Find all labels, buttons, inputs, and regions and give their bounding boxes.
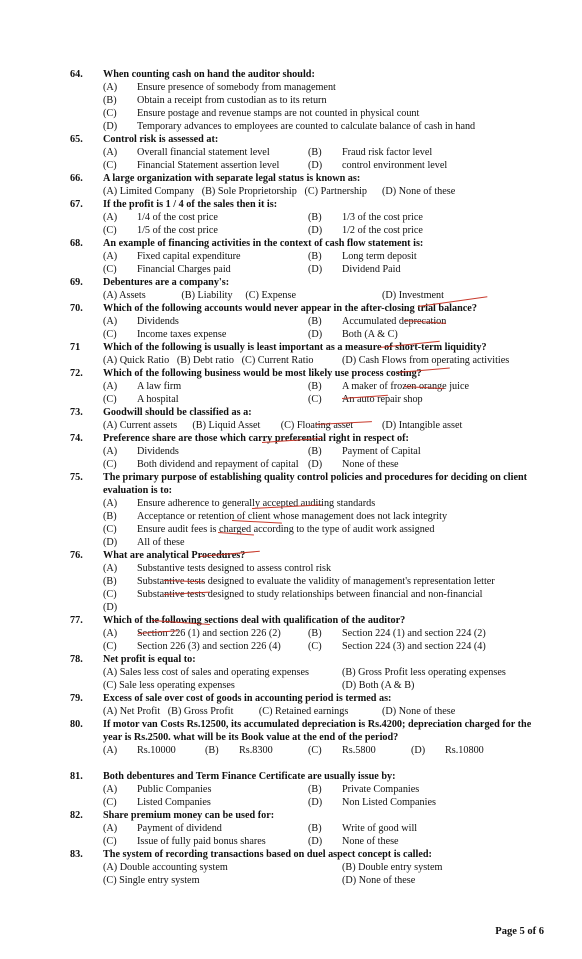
question-stem: Goodwill should be classified as a:: [103, 407, 252, 418]
option-row: [70, 783, 540, 796]
option-text: 1/3 of the cost price: [342, 212, 423, 223]
option-text: Both dividend and repayment of capital: [137, 459, 299, 470]
option-letter: (C): [103, 797, 117, 808]
option-text: Rs.8300: [239, 745, 273, 756]
option-letter: (B): [308, 316, 322, 327]
option-letter: (B): [308, 784, 322, 795]
option-row: [70, 861, 540, 874]
option-row: [70, 328, 540, 341]
option-text: Accumulated deprecation: [342, 316, 447, 327]
question-stem: If motor van Costs Rs.12500, its accumulated depreciation is Rs.4200; depreciation charged for the year is Rs.2500. what will be its Book value at the end of the period?: [103, 719, 532, 743]
option-row: [70, 224, 540, 237]
option-text: (D) Investment: [382, 290, 444, 301]
option-text: (A) Assets (B) Liability (C) Expense: [103, 290, 296, 301]
option-text: (D) Both (A & B): [342, 680, 415, 691]
option-letter: (A): [103, 82, 118, 93]
option-letter: (A): [103, 563, 118, 574]
option-letter: (C): [103, 459, 117, 470]
question-stem: The primary purpose of establishing quality control policies and procedures for deciding on client evaluation is to:: [103, 472, 528, 496]
option-letter: (A): [103, 498, 118, 509]
option-text: (A) Sales less cost of sales and operating expenses: [103, 667, 309, 678]
question-71: [70, 341, 540, 367]
option-text: A hospital: [137, 394, 179, 405]
question-stem: Which of the following accounts would never appear in the after-closing trial balance?: [103, 303, 477, 314]
question-stem-row: [70, 653, 540, 666]
option-letter: (A): [103, 251, 118, 262]
option-text: An auto repair shop: [342, 394, 423, 405]
option-text: Long term deposit: [342, 251, 417, 262]
option-text: Temporary advances to employees are counted to calculate balance of cash in hand: [137, 121, 476, 132]
option-row: [70, 445, 540, 458]
option-row: [70, 536, 540, 549]
option-row: [70, 315, 540, 328]
question-stem-row: [70, 302, 540, 315]
option-row: [70, 107, 540, 120]
option-letter: (C): [103, 225, 117, 236]
option-letter: (D): [308, 329, 323, 340]
option-row: [70, 835, 540, 848]
question-number: 65.: [70, 134, 83, 145]
question-stem-row: [70, 614, 540, 627]
option-row: [70, 458, 540, 471]
question-number: 66.: [70, 173, 83, 184]
question-stem-row: [70, 848, 540, 861]
option-row: [70, 523, 540, 536]
option-text: Acceptance or retention of client whose management does not lack integrity: [137, 511, 448, 522]
option-row: [70, 822, 540, 835]
page-number: Page 5 of 6: [495, 926, 544, 937]
option-letter: (C): [103, 160, 117, 171]
option-row: [70, 250, 540, 263]
question-stem: The system of recording transactions based on duel aspect concept is called:: [103, 849, 432, 860]
option-letter: (B): [308, 823, 322, 834]
option-text: Rs.10800: [445, 745, 484, 756]
option-letter: (B): [103, 576, 117, 587]
question-stem: What are analytical Procedures?: [103, 550, 246, 561]
option-letter: (C): [103, 329, 117, 340]
option-text: None of these: [342, 459, 399, 470]
question-number: 69.: [70, 277, 83, 288]
option-row: [70, 575, 540, 588]
question-67: [70, 198, 540, 237]
option-text: Fraud risk factor level: [342, 147, 433, 158]
question-stem: Net profit is equal to:: [103, 654, 196, 665]
option-letter: (A): [103, 628, 118, 639]
question-64: [70, 68, 540, 133]
option-text: (A) Current assets (B) Liquid Asset (C) Floating asset: [103, 420, 354, 431]
option-letter: (A): [103, 784, 118, 795]
question-stem-row: [70, 718, 540, 744]
option-text: (D) None of these: [382, 186, 456, 197]
option-text: Section 224 (1) and section 224 (2): [342, 628, 486, 639]
option-letter: (D): [308, 264, 323, 275]
option-letter: (A): [103, 745, 118, 756]
question-80: [70, 718, 540, 757]
question-81: [70, 770, 540, 809]
question-stem: Debentures are a company's:: [103, 277, 230, 288]
question-number: 73.: [70, 407, 83, 418]
option-letter: (A): [103, 212, 118, 223]
option-text: 1/5 of the cost price: [137, 225, 218, 236]
question-stem: An example of financing activities in the context of cash flow statement is:: [103, 238, 424, 249]
question-number: 82.: [70, 810, 83, 821]
question-stem: Preference share are those which carry preferential right in respect of:: [103, 433, 409, 444]
option-letter: (A): [103, 316, 118, 327]
option-text: Rs.10000: [137, 745, 176, 756]
option-letter: (C): [103, 641, 117, 652]
question-stem: Which of the following business would be most likely use process costing?: [103, 368, 422, 379]
question-stem-row: [70, 471, 540, 497]
option-text: (A) Limited Company (B) Sole Proprietorship (C) Partnership: [103, 186, 367, 197]
question-number: 79.: [70, 693, 83, 704]
option-row: [70, 419, 540, 432]
option-row: [70, 263, 540, 276]
option-letter: (D): [103, 121, 118, 132]
option-letter: (B): [308, 251, 322, 262]
option-text: Ensure presence of somebody from management: [137, 82, 336, 93]
question-number: 75.: [70, 472, 83, 483]
question-number: 76.: [70, 550, 83, 561]
option-letter: (C): [103, 264, 117, 275]
option-row: [70, 497, 540, 510]
option-letter: (A): [103, 147, 118, 158]
question-73: [70, 406, 540, 432]
option-text: Income taxes expense: [137, 329, 227, 340]
option-text: (D) None of these: [342, 875, 416, 886]
option-letter: (C): [103, 524, 117, 535]
option-text: (A) Double accounting system: [103, 862, 228, 873]
option-text: (A) Quick Ratio (B) Debt ratio (C) Current Ratio: [103, 355, 314, 366]
option-letter: (B): [103, 511, 117, 522]
option-text: All of these: [137, 537, 185, 548]
option-letter: (B): [308, 212, 322, 223]
option-text: Financial Charges paid: [137, 264, 231, 275]
option-text: None of these: [342, 836, 399, 847]
option-text: Payment of Capital: [342, 446, 421, 457]
option-row: [70, 146, 540, 159]
option-text: Issue of fully paid bonus shares: [137, 836, 266, 847]
option-letter: (D): [411, 745, 426, 756]
option-text: Section 226 (1) and section 226 (2): [137, 628, 281, 639]
option-row: [70, 211, 540, 224]
option-row: [70, 120, 540, 133]
option-letter: (C): [308, 641, 322, 652]
question-number: 74.: [70, 433, 83, 444]
question-65: [70, 133, 540, 172]
question-stem: Control risk is assessed at:: [103, 134, 219, 145]
option-text: (D) Cash Flows from operating activities: [342, 355, 510, 366]
option-row: [70, 796, 540, 809]
option-text: Ensure audit fees is charged according to the type of audit work assigned: [137, 524, 435, 535]
question-stem-row: [70, 341, 540, 354]
option-text: A law firm: [137, 381, 182, 392]
option-text: Substantive tests designed to study relationships between financial and non-financial: [137, 589, 483, 600]
option-row: [70, 354, 540, 367]
option-row: [70, 874, 540, 887]
option-letter: (D): [308, 459, 323, 470]
option-letter: (C): [103, 108, 117, 119]
option-letter: (D): [308, 225, 323, 236]
question-stem-row: [70, 549, 540, 562]
question-number: 80.: [70, 719, 83, 730]
option-letter: (B): [308, 446, 322, 457]
option-letter: (A): [103, 381, 118, 392]
option-row: [70, 393, 540, 406]
question-stem: A large organization with separate legal status is known as:: [103, 173, 361, 184]
option-text: Overall financial statement level: [137, 147, 270, 158]
option-text: Ensure postage and revenue stamps are not counted in physical count: [137, 108, 420, 119]
question-66: [70, 172, 540, 198]
question-79: [70, 692, 540, 718]
option-letter: (B): [205, 745, 219, 756]
option-text: 1/2 of the cost price: [342, 225, 423, 236]
question-74: [70, 432, 540, 471]
question-stem-row: [70, 172, 540, 185]
question-number: 78.: [70, 654, 83, 665]
option-text: Public Companies: [137, 784, 212, 795]
option-text: Both (A & C): [342, 329, 398, 340]
option-letter: (C): [103, 589, 117, 600]
option-text: 1/4 of the cost price: [137, 212, 218, 223]
option-text: A maker of frozen orange juice: [342, 381, 469, 392]
option-text: Financial Statement assertion level: [137, 160, 280, 171]
question-number: 72.: [70, 368, 83, 379]
question-stem-row: [70, 367, 540, 380]
option-text: Dividends: [137, 316, 179, 327]
option-text: Obtain a receipt from custodian as to its return: [137, 95, 327, 106]
question-83: [70, 848, 540, 887]
question-stem: When counting cash on hand the auditor should:: [103, 69, 315, 80]
question-75: [70, 471, 540, 549]
option-text: Non Listed Companies: [342, 797, 436, 808]
question-stem: Which of the following is usually is least important as a measure of short-term liquidity?: [103, 342, 487, 353]
question-70: [70, 302, 540, 341]
option-text: (A) Net Profit (B) Gross Profit (C) Retained earnings: [103, 706, 349, 717]
option-row: [70, 159, 540, 172]
option-text: Ensure adherence to generally accepted auditing standards: [137, 498, 376, 509]
option-letter: (D): [308, 160, 323, 171]
question-stem: Both debentures and Term Finance Certificate are usually issue by:: [103, 771, 396, 782]
option-row: [70, 744, 540, 757]
option-row: [70, 185, 540, 198]
option-text: Dividends: [137, 446, 179, 457]
option-letter: (C): [103, 836, 117, 847]
question-stem: Which of the following sections deal with qualification of the auditor?: [103, 615, 406, 626]
option-letter: (C): [308, 745, 322, 756]
option-row: [70, 562, 540, 575]
option-row: [70, 81, 540, 94]
question-number: 71: [70, 342, 81, 353]
option-letter: (A): [103, 446, 118, 457]
option-letter: (B): [308, 147, 322, 158]
option-letter: (D): [308, 836, 323, 847]
question-number: 70.: [70, 303, 83, 314]
option-text: Substantive tests designed to evaluate the validity of management's representation letter: [137, 576, 495, 587]
question-stem: If the profit is 1 / 4 of the sales then it is:: [103, 199, 278, 210]
question-stem-row: [70, 133, 540, 146]
option-text: (C) Single entry system: [103, 875, 200, 886]
option-row: [70, 666, 540, 679]
option-letter: (A): [103, 823, 118, 834]
option-row: [70, 588, 540, 601]
question-stem-row: [70, 406, 540, 419]
option-text: Listed Companies: [137, 797, 211, 808]
option-row: [70, 640, 540, 653]
question-stem-row: [70, 276, 540, 289]
option-letter: (C): [103, 394, 117, 405]
option-text: Rs.5800: [342, 745, 376, 756]
option-text: Fixed capital expenditure: [137, 251, 241, 262]
option-text: control environment level: [342, 160, 448, 171]
option-text: Section 224 (3) and section 224 (4): [342, 641, 486, 652]
question-number: 77.: [70, 615, 83, 626]
question-stem-row: [70, 68, 540, 81]
question-stem-row: [70, 770, 540, 783]
question-number: 64.: [70, 69, 83, 80]
question-number: 81.: [70, 771, 83, 782]
option-row: [70, 601, 540, 614]
option-text: (C) Sale less operating expenses: [103, 680, 235, 691]
option-row: [70, 705, 540, 718]
option-text: (B) Gross Profit less operating expenses: [342, 667, 506, 678]
question-stem: Share premium money can be used for:: [103, 810, 275, 821]
question-stem-row: [70, 692, 540, 705]
question-76: [70, 549, 540, 614]
option-letter: (C): [308, 394, 322, 405]
option-letter: (D): [308, 797, 323, 808]
option-text: (B) Double entry system: [342, 862, 443, 873]
option-text: Dividend Paid: [342, 264, 401, 275]
option-letter: (B): [308, 381, 322, 392]
option-letter: (B): [103, 95, 117, 106]
option-letter: (D): [103, 537, 118, 548]
option-row: [70, 94, 540, 107]
option-text: (D) Intangible asset: [382, 420, 463, 431]
question-stem: Excess of sale over cost of goods in accounting period is termed as:: [103, 693, 392, 704]
option-row: [70, 289, 540, 302]
option-text: Private Companies: [342, 784, 420, 795]
question-stem-row: [70, 809, 540, 822]
option-text: Substantive tests designed to assess control risk: [137, 563, 332, 574]
question-number: 67.: [70, 199, 83, 210]
question-72: [70, 367, 540, 406]
question-82: [70, 809, 540, 848]
option-row: [70, 380, 540, 393]
option-letter: (B): [308, 628, 322, 639]
option-text: Write of good will: [342, 823, 418, 834]
question-number: 83.: [70, 849, 83, 860]
option-row: [70, 679, 540, 692]
option-text: (D) None of these: [382, 706, 456, 717]
question-stem-row: [70, 237, 540, 250]
option-letter: (D): [103, 602, 118, 613]
option-text: Payment of dividend: [137, 823, 222, 834]
question-68: [70, 237, 540, 276]
option-row: [70, 510, 540, 523]
option-text: Section 226 (3) and section 226 (4): [137, 641, 281, 652]
question-78: [70, 653, 540, 692]
question-number: 68.: [70, 238, 83, 249]
question-stem-row: [70, 198, 540, 211]
